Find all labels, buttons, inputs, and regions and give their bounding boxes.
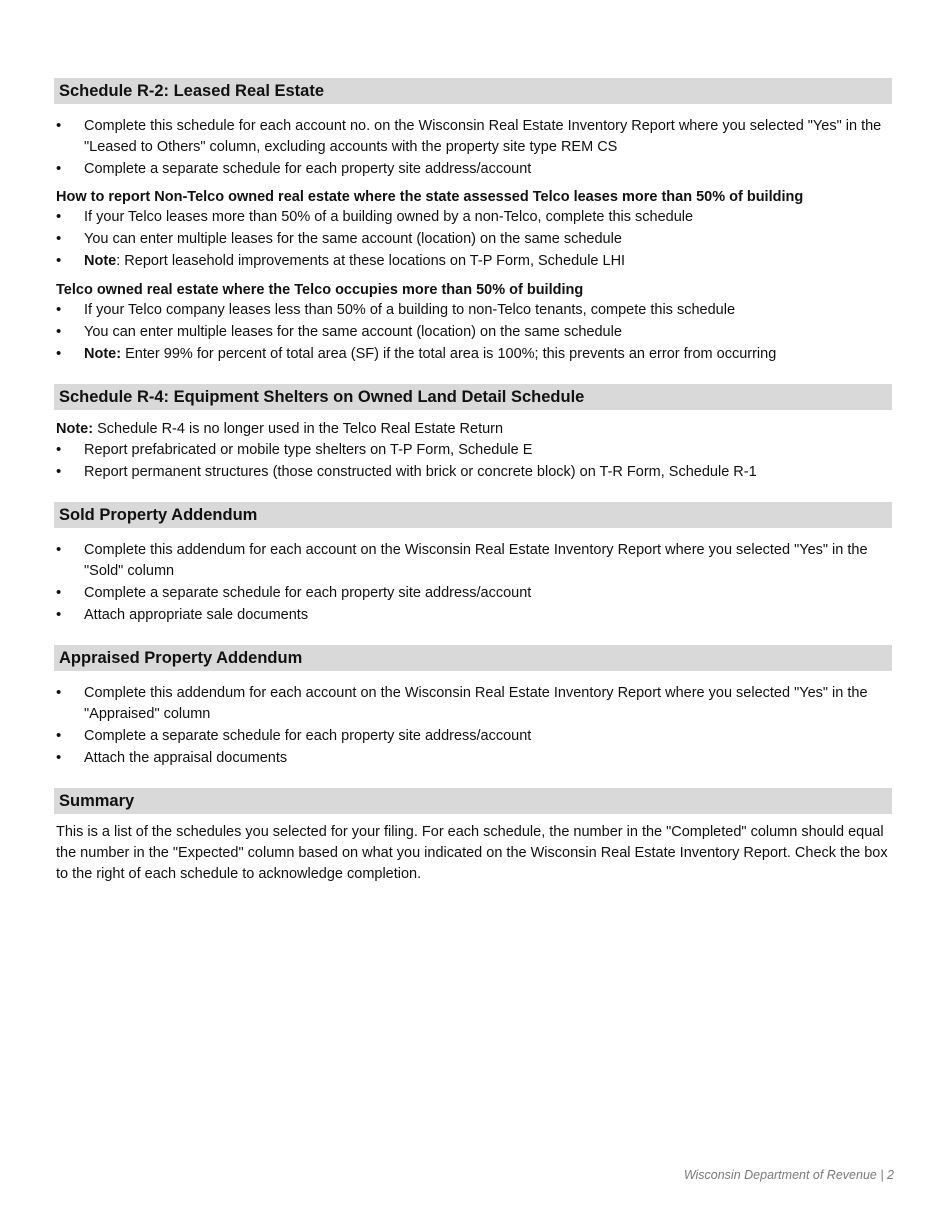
list-item: • Attach the appraisal documents [56, 748, 890, 769]
bullet-list [56, 540, 890, 625]
list-item: • If your Telco company leases less than 50% of a building to non-Telco tenants, compete this schedule [56, 300, 890, 321]
note-paragraph [56, 419, 890, 440]
section-header: Schedule R-4: Equipment Shelters on Owned Land Detail Schedule [54, 384, 892, 410]
note-label: Note [84, 253, 117, 269]
list-item: • You can enter multiple leases for the same account (location) on the same schedule [56, 229, 890, 250]
bullet-list [56, 116, 890, 179]
schedule-r2-section [56, 78, 890, 364]
list-item [56, 344, 890, 365]
list-item: • Complete a separate schedule for each property site address/account [56, 159, 890, 180]
document-page [56, 78, 890, 905]
subheading: How to report Non-Telco owned real estate where the state assessed Telco leases more than 50% of building [56, 189, 804, 205]
bullet-list [56, 683, 890, 768]
summary-paragraph: This is a list of the schedules you selected for your filing. For each schedule, the number in the "Completed" column should equal the number in the "Expected" column based on what you indicated on the Wisconsin Real Estate Inventory Report. Check the box to the right of each schedule to acknowledge completion. [56, 824, 888, 882]
section-header: Appraised Property Addendum [54, 645, 892, 671]
summary-section [56, 788, 890, 885]
list-item: • Complete a separate schedule for each property site address/account [56, 583, 890, 604]
sold-property-section [56, 502, 890, 625]
list-item: • Complete this addendum for each account on the Wisconsin Real Estate Inventory Report where you selected "Yes" in the "Appraised" column [56, 683, 890, 724]
bullet-list [56, 207, 890, 272]
list-item [56, 251, 890, 272]
section-header: Summary [54, 788, 892, 814]
bullet-list [56, 300, 890, 365]
list-item: • Complete a separate schedule for each property site address/account [56, 726, 890, 747]
page-footer: Wisconsin Department of Revenue | 2 [683, 1168, 894, 1182]
schedule-r4-section [56, 384, 890, 482]
list-item: • Attach appropriate sale documents [56, 605, 890, 626]
list-item: • Complete this addendum for each account on the Wisconsin Real Estate Inventory Report where you selected "Yes" in the "Sold" column [56, 540, 890, 581]
list-item: • Report permanent structures (those constructed with brick or concrete block) on T-R Form, Schedule R-1 [56, 462, 890, 483]
appraised-property-section [56, 645, 890, 768]
note-text: Enter 99% for percent of total area (SF) if the total area is 100%; this prevents an error from occurring [121, 345, 777, 362]
list-item: • Report prefabricated or mobile type shelters on T-P Form, Schedule E [56, 440, 890, 461]
note-label: Note: [56, 421, 94, 437]
note-text: Schedule R-4 is no longer used in the Telco Real Estate Return [93, 421, 504, 437]
section-header: Schedule R-2: Leased Real Estate [54, 78, 892, 104]
section-header: Sold Property Addendum [54, 502, 892, 528]
list-item: • You can enter multiple leases for the same account (location) on the same schedule [56, 322, 890, 343]
list-item: • Complete this schedule for each account no. on the Wisconsin Real Estate Inventory Report where you selected "Yes" in the "Leased to Others" column, excluding accounts with the property site type REM CS [56, 116, 890, 157]
note-label: Note: [84, 345, 122, 362]
list-item: • If your Telco leases more than 50% of a building owned by a non-Telco, complete this schedule [56, 207, 890, 228]
bullet-list [56, 440, 890, 483]
note-text: : Report leasehold improvements at these locations on T-P Form, Schedule LHI [116, 253, 626, 269]
subheading: Telco owned real estate where the Telco occupies more than 50% of building [56, 281, 584, 298]
